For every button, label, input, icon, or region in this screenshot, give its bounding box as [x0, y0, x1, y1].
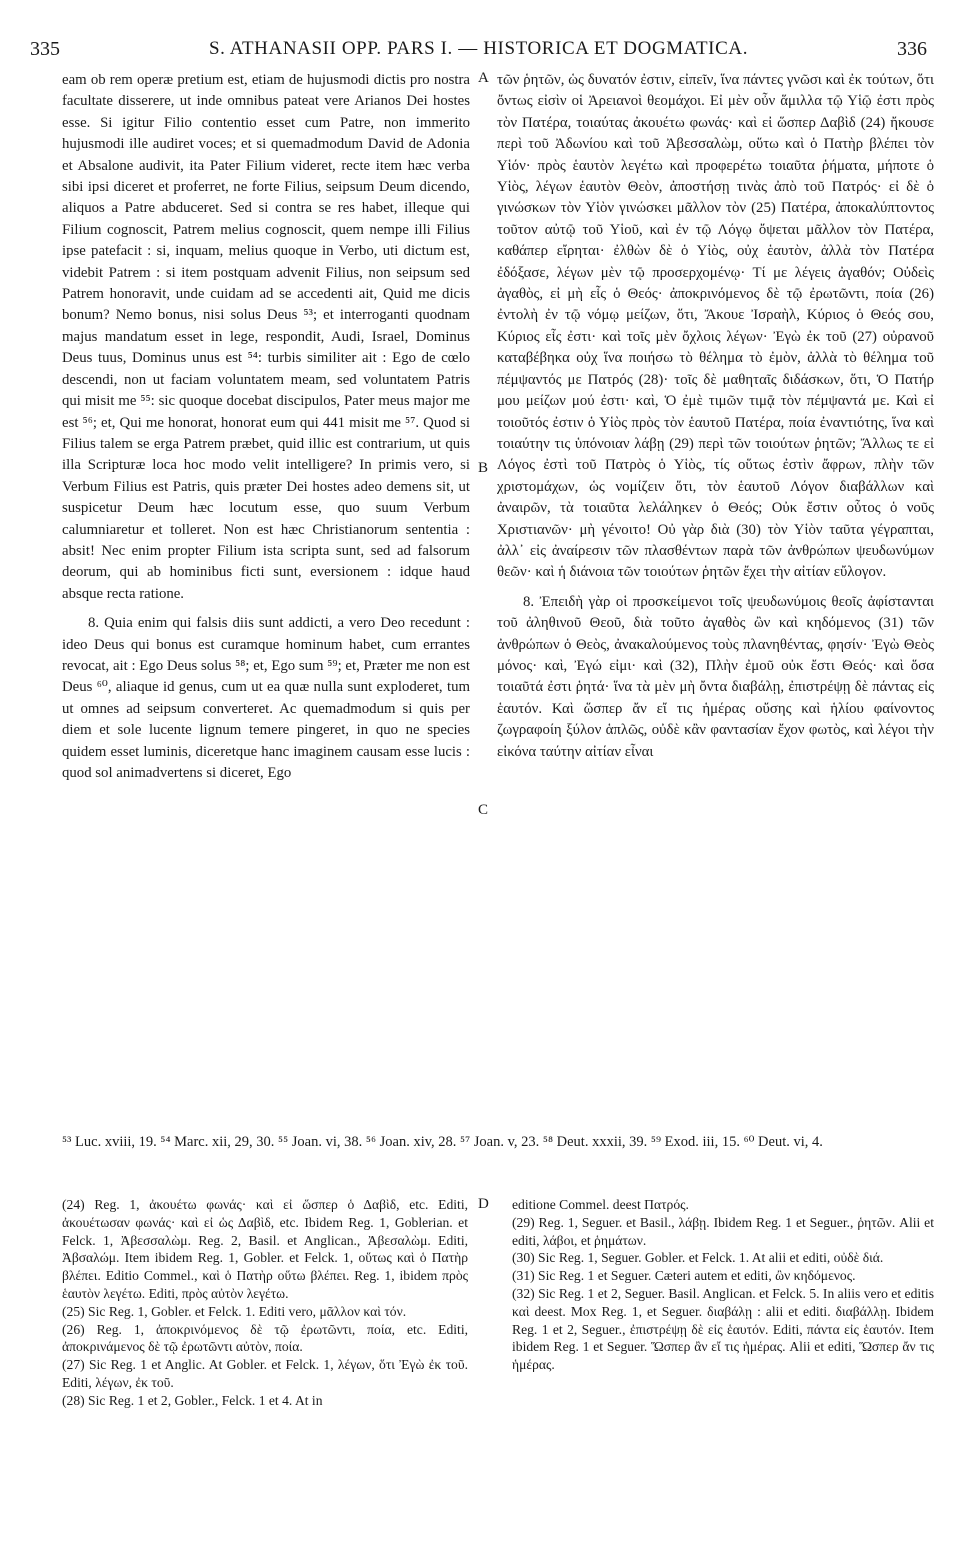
- margin-letter-b: B: [478, 460, 489, 476]
- greek-paragraph-2: 8. Ἐπειδὴ γὰρ οἱ προσκείμενοι τοῖς ψευδωνύμοις θεοῖς ἀφίστανται τοῦ ἀληθινοῦ Θεοῦ, διὰ τοῦτο ἀγαθὸς ὢν καὶ κηδόμενος (31) τῶν ἀνθρώπων ὁ Θεὸς, ἀνακαλούμενος τοὺς πλανηθέντας, φησίν· Ἐγὼ Θεὸς μόνος· καὶ, Ἐγώ εἰμι· καὶ (32), Πλὴν ἐμοῦ οὐκ ἔστι Θεός· καὶ ὅσα τοιαῦτά ἐστι ῥητά· ἵνα τὰ μὲν μὴ ὄντα διαβάλῃ, ἐπιστρέψῃ δὲ πάντας εἰς ἑαυτόν. Καὶ ὥσπερ ἄν εἴ τις ἡμέρας οὔσης καὶ ἡλίου φαίνοντος ζωγραφοίη ξύλον ἁπλῶς, οὐδὲ κἂν φαντασίαν ἔχον φωτὸς, καὶ λέγοι τὴν εἰκόνα ταύτην αἰτίαν εἶναι: [497, 593, 934, 760]
- footnote: (30) Sic Reg. 1, Seguer. Gobler. et Felck. 1. At alii et editi, οὐδὲ διά.: [512, 1250, 884, 1266]
- footnote: (27) Sic Reg. 1 et Anglic. At Gobler. et Felck. 1, λέγων, ὅτι Ἐγὼ ἐκ τοῦ. Editi, λέγων, ἐκ τοῦ.: [62, 1357, 468, 1390]
- notes-right-column: [512, 1196, 934, 1374]
- margin-letter-a: A: [478, 70, 489, 86]
- footnote: (32) Sic Reg. 1 et 2, Seguer. Basil. Anglican. et Felck. 5. In aliis vero et editis καὶ deest. Mox Reg. 1, et Seguer. διαβάλῃ : alii et editi. διαβάλλῃ. Ibidem Reg. 1 et 2, Seguer., ἐπιστρέψῃ δὲ εἰς ἑαυτόν. Editi, πάντα εἰς ἑαυτόν. Item ibidem Reg. 1 et Seguer. Ὥσπερ ἂν εἴ τις ἡμέρας. Alii et editi, Ὥσπερ ἄν τις ἡμέρας.: [512, 1285, 934, 1373]
- footnote: (28) Sic Reg. 1 et 2, Gobler., Felck. 1 et 4. At in: [62, 1392, 323, 1408]
- footnote: (26) Reg. 1, ἀποκρινόμενος δὲ τῷ ἐρωτῶντι, ποία, etc. Editi, ἀποκρινάμενος δὲ τῷ ἐρωτῶντι αὐτὸν, ποία.: [62, 1321, 468, 1355]
- page-header: [30, 38, 927, 64]
- latin-paragraph-2: 8. Quia enim qui falsis diis sunt addicti, a vero Deo recedunt : ideo Deus qui bonus est curamque hominum habet, cum errantes revocat, ait : Ego Deus solus ⁵⁸; et, Ego sum ⁵⁹; et, Præter me non est Deus ⁶⁰, aliaque id genus, cum ut ea quæ nulla sunt exploderet, tum ut omnes ad seipsum converteret. Ac quemadmodum si quis per diem et sole lucente lignum temere pingeret, in quo ne species quidem esset luminis, diceretque hanc imaginem causam esse lucis : quod sol animadvertens si diceret, Ego: [62, 615, 470, 781]
- scripture-references: ⁵³ Luc. xviii, 19. ⁵⁴ Marc. xii, 29, 30. ⁵⁵ Joan. vi, 38. ⁵⁶ Joan. xiv, 28. ⁵⁷ Joan. v, 23. ⁵⁸ Deut. xxxii, 39. ⁵⁹ Exod. iii, 15. ⁶⁰ Deut. vi, 4.: [62, 1134, 823, 1150]
- footnote: (31) Sic Reg. 1 et Seguer. Cæteri autem et editi, ὢν κηδόμενος.: [512, 1268, 856, 1284]
- footnote: (25) Sic Reg. 1, Gobler. et Felck. 1. Editi vero, μᾶλλον καὶ τόν.: [62, 1303, 407, 1319]
- notes-left-column: [62, 1196, 468, 1410]
- latin-column: [62, 70, 470, 784]
- margin-letter-c: C: [478, 802, 489, 818]
- latin-paragraph-1: eam ob rem operæ pretium est, etiam de hujusmodi dictis pro nostra facultate disserere, ut inde omnibus pateat vere Arianos Dei hostes esse. Si igitur Filio contentio esset cum Patre, non immerito hujusmodi ille audiret voces; et si quemadmodum David de Adonia et Absalone audivit, ita Pater Filium videret, recte item hæc verba sibi ipsi diceret et proferret, ne forte Filius, seipsum Deum dicendo, aliquos a Patre abduceret. Sed si contra se res habet, illeque qui Filium cognoscit, Patrem melius cognoscit, quem nempe illi Filius ipse patefacit : si, inquam, melius quoque in Verbo, uti dictum est, videbit Patrem : si item postquam advenit Filius, non seipsum sed Patrem honoravit, unde cuidam ad se accedenti ait, Quid me dicis bonum? Nemo bonus, nisi solus Deus ⁵³; et interroganti quodnam majus mandatum esset in lege, respondit, Audi, Israel, Dominus Deus tuus, Dominus unus est ⁵⁴: turbis similiter ait : Ego de cœlo descendi, non ut faciam voluntatem meam, sed voluntatem Patris qui misit me ⁵⁵: sic quoque docebat discipulos, Pater meus major me est ⁵⁶; et, Qui me honorat, honorat eum qui 441 misit me ⁵⁷. Quod si Filius talem se erga Patrem præbet, quid illic est contrarium, ut quis illa Scripturæ loca hoc modo velit intelligere? In primis vero, si Verbum Filius est Patris, quis præter Dei hostes adeo demens sit, ut suspicetur Deum hæc locutum esse, quo suum Verbum calumniaretur et tolleret. Non est hæc Christianorum sententia : absit! Nec enim propter Filium ista scripta sunt, sed ad falsorum deorum, qui ab hominibus ficti sunt, eversionem : idque haud absque recta ratione.: [62, 72, 470, 602]
- page-number-left: 335: [30, 38, 60, 60]
- footnote: (24) Reg. 1, ἀκουέτω φωνάς· καὶ εἰ ὥσπερ ὁ Δαβὶδ, etc. Editi, ἀκουέτωσαν φωνάς· καὶ εἰ ὡς Δαβὶδ, etc. Ibidem Reg. 1, Goblerian. et Felck. 1, Ἀβεσσαλὼμ. Reg. 2, Basil. et Anglican., Ἀβεσαλὼμ. Editi, Ἀβσαλώμ. Item ibidem Reg. 1, Gobler. et Felck. 1, οὕτως καὶ ὁ Πατὴρ βλέπει. Editio Commel., καὶ ὁ Πατὴρ οὕτω βλέπει. Reg. 1, ibidem πρὸς ἑαυτὸν λεγέτω. Editi, πρὸς αὐτὸν λεγέτω.: [62, 1197, 468, 1301]
- running-title: S. ATHANASII OPP. PARS I. — HISTORICA ET DOGMATICA.: [208, 38, 749, 59]
- page-number-right: 336: [897, 38, 927, 60]
- margin-letter-d: D: [478, 1196, 489, 1212]
- footnote: (29) Reg. 1, Seguer. et Basil., λάβῃ. Ibidem Reg. 1 et Seguer., ῥητῶν. Alii et editi, λάβοι, et ῥημάτων.: [512, 1214, 934, 1248]
- greek-paragraph-1: τῶν ῥητῶν, ὡς δυνατόν ἐστιν, εἰπεῖν, ἵνα πάντες γνῶσι καὶ ἐκ τούτων, ὅτι ὄντως εἰσὶν οἱ Ἀρειανοὶ θεομάχοι. Εἰ μὲν οὖν ἅμιλλα τῷ Υἱῷ ἐστι πρὸς τὸν Πατέρα, τοιαύτας ἀκουέτω φωνάς· καὶ εἰ ὥσπερ Δαβὶδ (24) ἤκουσε περὶ τοῦ Ἀδωνίου καὶ τοῦ Ἀβεσσαλὼμ, οὕτω καὶ ὁ Πατὴρ βλέπει τὸν Υἱόν· πρὸς ἑαυτὸν λεγέτω καὶ προφερέτω τοιαῦτα ῥήματα, μήποτε ὁ Υἱὸς, λέγων ἑαυτὸν Θεὸν, ἀποστήσῃ τινὰς ἀπὸ τοῦ Πατρός· εἰ δὲ ὁ γινώσκων τὸν Υἱὸν γινώσκει μᾶλλον τὸν (25) Πατέρα, ἀποκαλύπτοντος τοῦτον αὐτῷ τοῦ Υἱοῦ, καὶ ἐν τῷ Λόγῳ ὄψεται μᾶλλον τὸν Πατέρα, καθάπερ εἴρηται· ἐλθὼν δὲ ὁ Υἱὸς, οὐχ ἑαυτὸν, ἀλλὰ τὸν Πατέρα ἐδόξασε, λέγων μὲν τῷ προσερχομένῳ· Τί με λέγεις ἀγαθόν; Οὐδεὶς ἀγαθὸς, εἰ μὴ εἷς ὁ Θεός· ἀποκρινόμενος δὲ τῷ ἐρωτῶντι, ποία (26) ἐντολὴ ἐν τῷ νόμῳ μείζων, ὅτι, Ἄκουε Ἰσραὴλ, Κύριος ὁ Θεός σου, Κύριος εἷς ἐστι· καὶ τοῖς μὲν ὄχλοις λέγων· Ἐγὼ ἐκ τοῦ (27) οὐρανοῦ καταβέβηκα οὐχ ἵνα ποιήσω τὸ θέλημα τὸ ἐμὸν, ἀλλὰ τὸ θέλημα τοῦ πέμψαντός με Πατρός (28)· τοῖς δὲ μαθηταῖς διδάσκων, ὅτι, Ὁ Πατήρ μου μείζων μού ἐστι· καὶ, Ὁ ἐμὲ τιμῶν τιμᾷ τὸν πέμψαντά με. Καὶ εἰ τοιοῦτός ἐστιν ὁ Υἱὸς πρὸς τὸν ἑαυτοῦ Πατέρα, ποία ἐναντιότης, ἵνα καὶ τοιαύτην τις ὑπόνοιαν λάβῃ (29) περὶ τῶν τοιούτων ῥητῶν; Ἄλλως τε εἰ Λόγος ἐστὶ τοῦ Πατρὸς ὁ Υἱὸς, τίς οὕτως ἐστὶν ἄφρων, πλὴν τῶν χριστομάχων, ὡς νομίζειν ὅτι, τὸν ἑαυτοῦ Λόγον διαβάλλων καὶ ἀναιρῶν, τὰ τοιαῦτα λελάληκεν ὁ Θεός; Οὐκ ἔστιν οὗτος ὁ νοῦς Χριστιανῶν· μὴ γένοιτο! Οὐ γὰρ διὰ (30) τὸν Υἱὸν ταῦτα γέγραπται, ἀλλ᾽ εἰς ἀναίρεσιν τῶν πλασθέντων παρὰ τῶν ἀνθρώπων ψευδωνύμων θεῶν· καὶ ἡ διάνοια τῶν τοιούτων ῥητῶν ἔχει τὴν αἰτίαν εὔλογον.: [497, 72, 934, 581]
- greek-column: [497, 70, 934, 763]
- footnote: editione Commel. deest Πατρός.: [512, 1197, 689, 1212]
